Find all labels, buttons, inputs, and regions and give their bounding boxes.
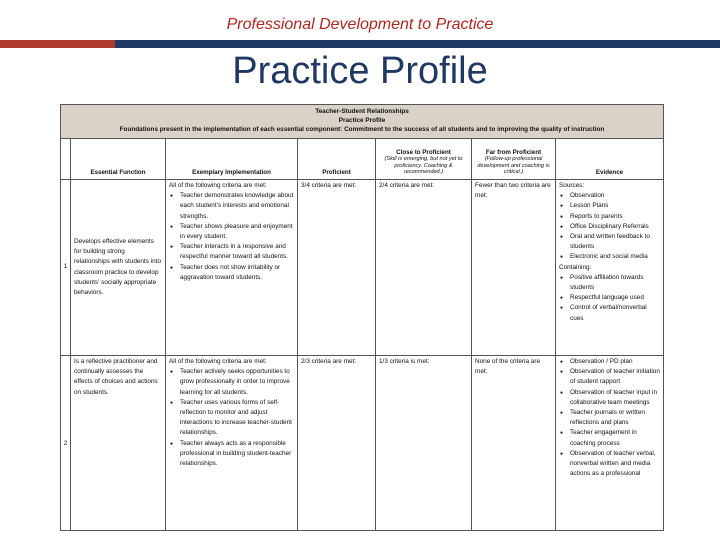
essential-function-cell [71, 356, 166, 531]
close-text: 1/3 criteria is met: [379, 358, 430, 365]
exemplary-cell [166, 180, 298, 355]
list-item: ● Reports to parents [570, 212, 660, 222]
table-header-row [61, 139, 663, 180]
header-note: (Skill is emerging, but not yet to proficiency. Coaching & recommended.) [384, 156, 463, 176]
header-exemplary [166, 139, 298, 179]
essential-function-text: Develops effective elements for building strong relationships with students into classroom practice to develop students' socially appropriate behaviors. [74, 237, 162, 296]
row-number: 1 [61, 180, 71, 355]
header-far [472, 139, 556, 179]
accent-rule-navy [115, 40, 720, 48]
exemplary-cell [166, 356, 298, 531]
close-text: 2/4 criteria are met: [379, 182, 435, 189]
header-label: Proficient [322, 169, 351, 176]
table-row [61, 356, 663, 531]
proficient-text: 3/4 criteria are met: [301, 182, 357, 189]
header-label: Evidence [595, 169, 624, 176]
proficient-text: 2/3 criteria are met: [301, 358, 357, 365]
list-item: ● Teacher demonstrates knowledge about each student's interests and emotional strengths. [180, 191, 294, 222]
row-number: 2 [61, 356, 71, 531]
banner-title: Teacher-Student Relationships [315, 108, 409, 115]
list-item: ● Positive affiliation towards students [570, 273, 660, 293]
proficient-cell [298, 356, 376, 531]
list-item: ● Observation of teacher initiation of student rapport [570, 367, 660, 387]
essential-function-text: Is a reflective practitioner and continually assesses the effects of choices and actions on students. [74, 358, 158, 396]
proficient-cell [298, 180, 376, 355]
list-item: ● Teacher shows pleasure and enjoyment in every student. [180, 222, 294, 242]
header-essential-function [71, 139, 166, 179]
list-item: ● Control of verbal/nonverbal cues [570, 303, 660, 323]
far-text: Fewer than two criteria are met: [475, 182, 551, 200]
list-item: ● Observation / PD plan [570, 357, 660, 367]
practice-profile-table [60, 104, 664, 531]
essential-function-cell [71, 180, 166, 355]
table-row [61, 180, 663, 356]
table-banner [61, 105, 663, 139]
header-proficient [298, 139, 376, 179]
far-cell [472, 356, 556, 531]
list-item: ● Observation of teacher verbal, nonverbal written and media actions as a professional [570, 449, 660, 480]
header-label: Far from Proficient [485, 149, 542, 157]
evidence-cell [556, 356, 663, 531]
list-item: ● Observation of teacher input in collaborative team meetings [570, 388, 660, 408]
list-item: ● Respectful language used [570, 293, 660, 303]
header-evidence [556, 139, 663, 179]
header-label: Close to Proficient [396, 149, 451, 157]
far-cell [472, 180, 556, 355]
list-item: ● Observation [570, 191, 660, 201]
evidence-heading: Sources: [559, 182, 585, 189]
header-label: Essential Function [90, 169, 146, 176]
list-item: ● Teacher does not show irritability or aggravation toward students. [180, 263, 294, 283]
list-item: ● Office Disciplinary Referrals [570, 222, 660, 232]
header-note: (Follow-up professional development and coaching is critical.) [477, 156, 550, 176]
close-cell [376, 180, 472, 355]
list-item: ● Oral and written feedback to students [570, 232, 660, 252]
slide-top-title: Professional Development to Practice [226, 16, 494, 33]
accent-rule-red [0, 40, 115, 48]
banner-foundations: Foundations present in the implementation of each essential component: Commitment to the success of all students and to improving the quality of instruction [119, 126, 605, 133]
exemplary-lead: All of the following criteria are met: [169, 358, 267, 365]
list-item: ● Teacher always acts as a responsible professional in building student-teacher relationships. [180, 439, 294, 470]
exemplary-lead: All of the following criteria are met: [169, 182, 267, 189]
close-cell [376, 356, 472, 531]
header-label: Exemplary Implementation [192, 169, 271, 176]
list-item: ● Lesson Plans [570, 201, 660, 211]
slide-title: Practice Profile [232, 50, 488, 92]
header-close [376, 139, 472, 179]
list-item: ● Electronic and social media [570, 252, 660, 262]
list-item: ● Teacher interacts in a responsive and respectful manner toward all students. [180, 242, 294, 262]
list-item: ● Teacher actively seeks opportunities to grow professionally in order to improve learning for all students. [180, 367, 294, 398]
header-number [61, 139, 71, 179]
list-item: ● Teacher uses various forms of self-reflection to monitor and adjust interactions to increase teacher-student relationships. [180, 398, 294, 439]
evidence-heading: Containing: [559, 263, 592, 271]
list-item: ● Teacher engagement in coaching process [570, 428, 660, 448]
far-text: None of the criteria are met: [475, 358, 541, 376]
list-item: ● Teacher journals or written reflections and plans [570, 408, 660, 428]
evidence-cell [556, 180, 663, 355]
banner-subtitle: Practice Profile [338, 117, 386, 124]
